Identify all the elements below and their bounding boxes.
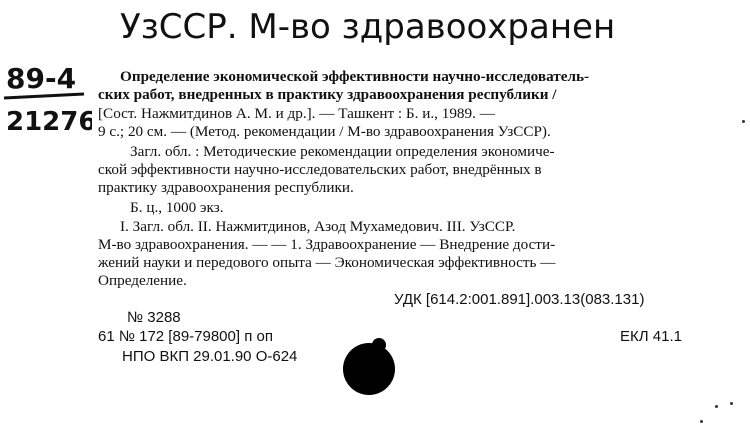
order-line: 61 № 172 [89-79800] п оп [98,328,273,345]
npo-line: НПО ВКП 29.01.90 О-624 [122,348,298,365]
title-line-2: ских работ, внедренных в практику здравоохранения республики / [98,86,557,103]
tracing-line-1: I. Загл. обл. II. Нажмитдинов, Азод Мухамедович. III. УзССР. [120,218,516,235]
physical-description-line: 9 с.; 20 см. — (Метод. рекомендации / М-во здравоохранения УзССР). [98,123,551,140]
udc-classification: УДК [614.2:001.891].003.13(083.131) [394,291,645,308]
ekl-code: ЕКЛ 41.1 [620,328,682,345]
call-number-top: 89-4 [6,62,77,95]
copies-line: Б. ц., 1000 экз. [130,199,224,216]
note-line-1: Загл. обл. : Методические рекомендации определения экономиче- [130,143,555,160]
note-line-3: практику здравоохранения республики. [98,179,354,196]
handwritten-call-number [2,58,92,158]
speck [700,420,703,423]
title-line-1: Определение экономической эффективности научно-исследователь- [120,68,590,85]
handwritten-header [118,2,618,50]
ink-blot-edge [372,338,386,352]
handwritten-header-svg [118,2,618,50]
call-number-bottom: 21276 [6,107,92,137]
note-line-2: ской эффективности научно-исследовательских работ, внедрённых в [98,161,542,178]
responsibility-line: [Сост. Нажмитдинов А. М. и др.]. — Ташкент : Б. и., 1989. — [98,105,495,122]
tracing-line-3: жений науки и передового опыта — Экономическая эффективность — [98,254,556,271]
call-number-svg [2,58,92,158]
speck [715,405,718,408]
ink-blot [343,343,395,395]
tracing-line-4: Определение. [98,272,187,289]
handwritten-title: УзССР. М-во здравоохранения. [120,7,618,47]
record-number: № 3288 [127,309,181,326]
speck [730,402,733,405]
tracing-line-2: М-во здравоохранения. — — 1. Здравоохранение — Внедрение дости- [98,236,556,253]
speck [742,120,745,123]
